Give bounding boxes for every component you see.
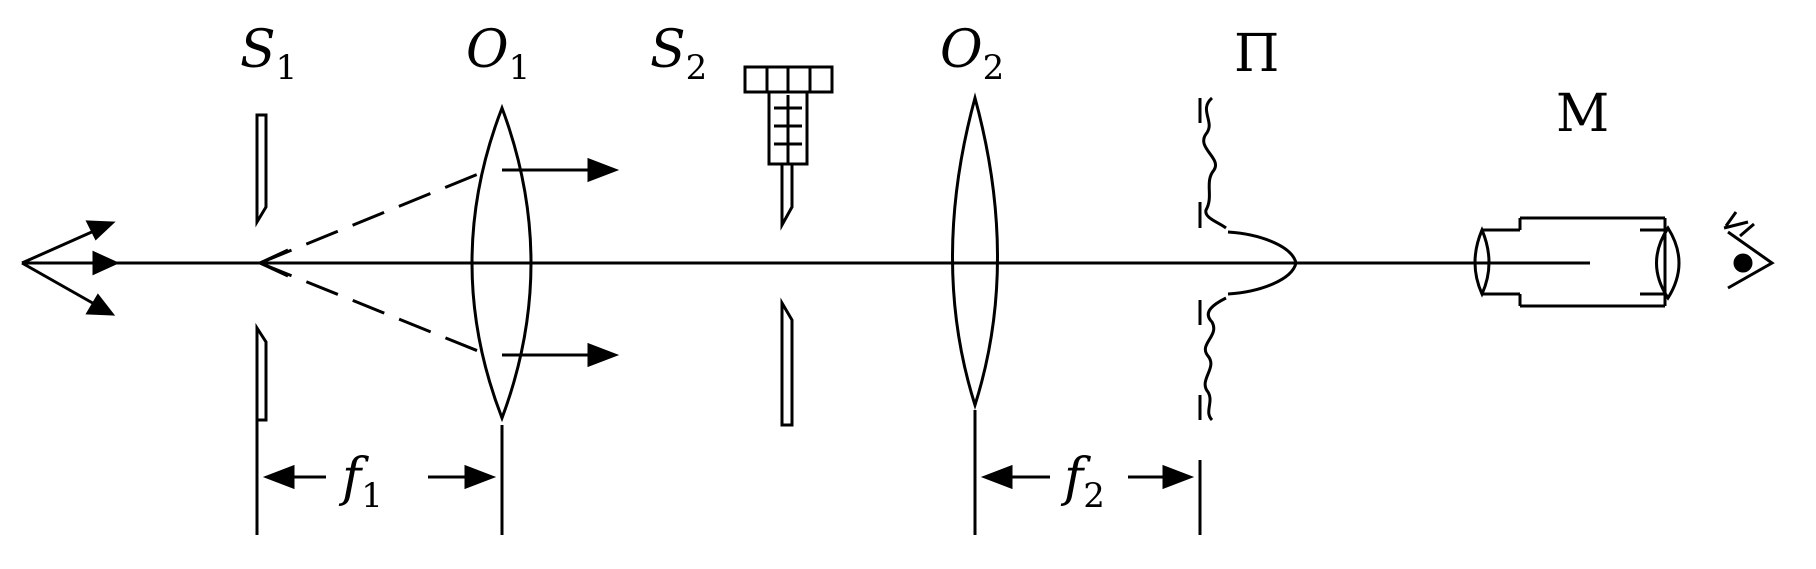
lens-o2 <box>953 98 998 405</box>
label-f2 <box>1064 448 1105 516</box>
label-f2-letter: f <box>1064 448 1084 508</box>
label-s2-letter: S <box>650 20 686 80</box>
label-s1-sub: 1 <box>275 48 298 88</box>
label-s1 <box>240 20 298 88</box>
eye-icon <box>1724 212 1772 288</box>
label-o1-sub: 1 <box>508 48 531 88</box>
slit-s1 <box>257 115 266 420</box>
label-o1-letter: O <box>466 20 509 80</box>
label-o2-sub: 2 <box>982 48 1005 88</box>
light-source-arrows <box>22 222 116 314</box>
label-f1-sub: 1 <box>361 476 383 516</box>
label-o2 <box>940 20 1005 88</box>
label-s2-sub: 2 <box>685 48 708 88</box>
screen-pi <box>1200 98 1296 420</box>
label-m: M <box>1556 84 1610 144</box>
label-s2 <box>650 20 708 88</box>
label-f2-sub: 2 <box>1083 476 1105 516</box>
label-s1-letter: S <box>240 20 276 80</box>
slit-s2 <box>745 67 832 425</box>
label-f1-letter: f <box>342 448 362 508</box>
label-o1 <box>466 20 531 88</box>
label-pi: Π <box>1234 24 1280 84</box>
label-o2-letter: O <box>940 20 983 80</box>
label-f1 <box>342 448 383 516</box>
